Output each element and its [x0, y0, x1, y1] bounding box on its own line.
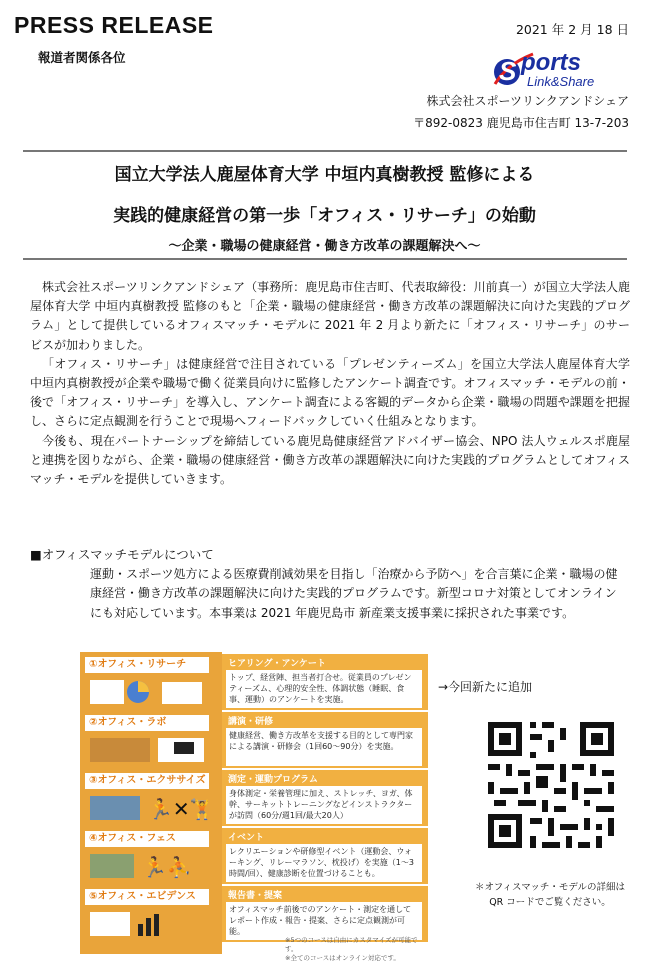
detail-tag: イベント — [228, 833, 265, 843]
step-label: ①オフィス・リサーチ — [84, 656, 210, 674]
company-logo — [493, 44, 621, 94]
evidence-icons — [88, 910, 208, 938]
section-text: 運動・スポーツ処方による医療費削減効果を目指し「治療から予防へ」を合言葉に企業・職場の健康経営・働き方改革の課題解決に向けた実践的プログラムです。新型コロナ対策としてオンラインにも対応しています。本事業は 2021 年鹿児島市 新産業支援事業に採択された事業です。 — [90, 567, 618, 620]
fes-icons — [88, 852, 208, 880]
detail-text: 身体測定・栄養管理に加え、ストレッチ、ヨガ、体幹、サーキットトレーニングなどインストラクターが訪問（60分/週1回/最大20人） — [226, 786, 422, 824]
step-label: ②オフィス・ラボ — [84, 714, 210, 732]
title-line-1: 国立大学法人鹿屋体育大学 中垣内真樹教授 監修による — [114, 165, 535, 185]
step-label: ③オフィス・エクササイズ — [84, 772, 210, 790]
note-online: ※全てのコースはオンライン対応です。 — [285, 954, 400, 962]
program-notes — [285, 936, 428, 963]
detail-text: レクリエーションや研修型イベント（運動会、ウォーキング、リレーマラソン、枕投げ）を実施（1〜3時間/回）、健康診断を位置づけることも。 — [226, 844, 422, 882]
paragraph-3: 今後も、現在パートナーシップを締結している鹿児島健康経営アドバイザー協会、NPO 法人ウェルスポ鹿屋と連携を図りながら、企業・職場の健康経営・働き方改革の課題解決に向けた実践的プログラムとしてオフィスマッチ・モデルを提供していきます。 — [30, 433, 630, 487]
body-text — [30, 278, 630, 489]
release-date: 2021 年 2 月 18 日 — [515, 22, 629, 37]
detail-measurement — [222, 770, 428, 826]
logo-sub: Link&Share — [527, 74, 595, 89]
note-customize: ※5つのコースは自由にカスタマイズが可能です。 — [285, 936, 418, 953]
detail-tag: ヒアリング・アンケート — [228, 659, 326, 669]
detail-tag: 測定・運動プログラム — [228, 775, 318, 785]
subtitle: 〜企業・職場の健康経営・働き方改革の課題解決へ〜 — [168, 239, 481, 254]
detail-text: トップ、経営陣、担当者打合せ。従業員のプレゼンティーズム、心理的安全性、体調状態（睡眠、食事、運動）のアンケートを実施。 — [226, 670, 422, 708]
logo-word: ports — [521, 49, 581, 76]
step-label: ⑤オフィス・エビデンス — [84, 888, 210, 906]
detail-text: 健康経営、働き方改革を支援する目的として専門家による講演・研修会（1回60〜90分）を実施。 — [226, 728, 422, 766]
qr-code[interactable] — [484, 718, 618, 852]
detail-tag: 報告書・提案 — [228, 891, 283, 901]
detail-hearing — [222, 654, 428, 710]
logo-letter-s: S — [499, 56, 517, 86]
step-office-fes — [80, 828, 212, 884]
paragraph-2: 「オフィス・リサーチ」は健康経営で注目されている「プレゼンティーズム」を国立大学法人鹿屋体育大学 中垣内真樹教授が企業や職場で働く従業員向けに監修したアンケート調査です。オフィスマッチ・モデルの前・後で「オフィス・リサーチ」を導入し、アンケート調査による客観的データから企業・職場の問題や課題を把握し、さらに定点観測を行うことで現場へフィードバックしていく仕組みとなります。 — [30, 356, 630, 429]
title-line-2: 実践的健康経営の第一歩「オフィス・リサーチ」の始動 — [113, 206, 536, 226]
newly-added-note: →今回新たに追加 — [438, 680, 533, 694]
svg-text:🏃⛹: 🏃⛹ — [142, 855, 192, 879]
detail-event — [222, 828, 428, 884]
step-office-exercise — [80, 770, 212, 826]
detail-tag: 講演・研修 — [228, 717, 274, 727]
bottom-divider — [23, 258, 627, 260]
detail-text: オフィスマッチ前後でのアンケート・測定を通してレポート作成・報告・提案、さらに定点観測が可能。 — [226, 902, 422, 940]
section-heading: ■オフィスマッチモデルについて — [30, 547, 214, 562]
svg-text:🏃✕🏋: 🏃✕🏋 — [148, 797, 208, 821]
program-diagram — [80, 652, 428, 962]
exercise-icons — [88, 794, 208, 822]
company-address: 〒892-0823 鹿児島市住吉町 13-7-203 — [413, 116, 629, 130]
research-icons — [88, 678, 208, 706]
step-office-lab — [80, 712, 212, 768]
step-office-evidence — [80, 886, 212, 942]
step-office-research — [80, 654, 212, 710]
top-divider — [23, 150, 627, 152]
detail-report — [222, 886, 428, 942]
press-release-heading: PRESS RELEASE — [14, 12, 214, 38]
company-name: 株式会社スポーツリンクアンドシェア — [426, 94, 629, 108]
recipients: 報道者関係各位 — [38, 50, 126, 65]
qr-note: ＊オフィスマッチ・モデルの詳細は QR コードでご覧ください。 — [475, 882, 625, 908]
lab-icons — [88, 736, 208, 764]
step-label: ④オフィス・フェス — [84, 830, 210, 848]
paragraph-1: 株式会社スポーツリンクアンドシェア（事務所：鹿児島市住吉町、代表取締役：川前真一）が国立大学法人鹿屋体育大学 中垣内真樹教授 監修のもと「企業・職場の健康経営・働き方改革の課題解決に向けた実践的プログラム」として提供しているオフィスマッチ・モデルに 2021 年 2 月より新たに「オフィス・リサーチ」のサービスが加わりました。 — [30, 280, 630, 352]
detail-lecture — [222, 712, 428, 768]
